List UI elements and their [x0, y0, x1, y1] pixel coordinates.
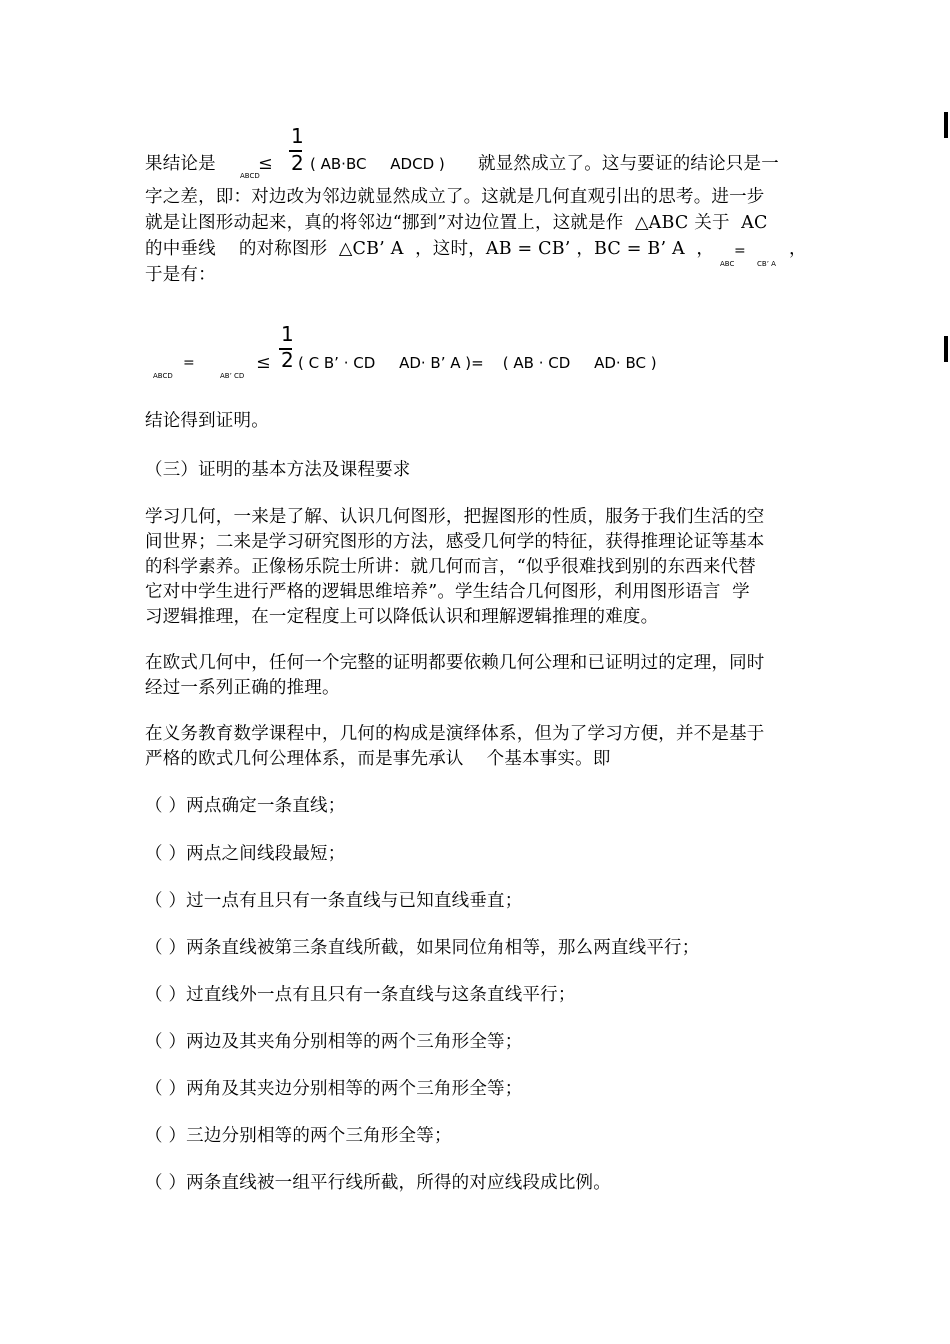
- list-item: （ ）两角及其夹边分别相等的两个三角形全等；: [145, 1079, 523, 1099]
- formula-1-denominator: 2: [291, 151, 304, 175]
- paragraph-1-comma: ，: [789, 239, 807, 259]
- paragraph-3-line: 在欧式几何中，任何一个完整的证明都要依赖几何公理和已证明过的定理，同时: [145, 653, 765, 673]
- list-item: （ ）两点之间线段最短；: [145, 844, 346, 864]
- formula-2-numerator: 1: [281, 322, 294, 346]
- list-item: （ ）两点确定一条直线；: [145, 796, 346, 816]
- formula-2-subscript: ABCD: [153, 372, 173, 380]
- paragraph-4-line: 严格的欧式几何公理体系，而是事先承认 个基本事实。即: [145, 749, 611, 769]
- formula-1-subscript: ABCD: [240, 172, 260, 180]
- area-subscript-abc: ABC: [720, 260, 735, 268]
- formula-1-numerator: 1: [291, 124, 304, 148]
- formula-1-expression: ( AB·BC ADCD ): [310, 155, 445, 173]
- paragraph-1-line: 字之差，即：对边改为邻边就显然成立了。这就是几何直观引出的思考。进一步: [145, 187, 765, 207]
- formula-2-leq: ≤: [256, 353, 271, 373]
- paragraph-2-line: 间世界；二来是学习研究图形的方法，感受几何学的特征，获得推理论证等基本: [145, 532, 765, 552]
- section-heading: （三）证明的基本方法及课程要求: [145, 460, 411, 480]
- page-edge-mark: [944, 336, 948, 362]
- formula-2-expression: ( C B’ · CD AD· B’ A )= ( AB · CD AD· BC ): [298, 354, 657, 372]
- paragraph-2-line: 的科学素养。正像杨乐院士所讲：就几何而言，“似乎很难找到别的东西来代替: [145, 557, 756, 577]
- page-edge-mark: [944, 112, 948, 138]
- formula-1-trailing-text: 就显然成立了。这与要证的结论只是一: [478, 154, 779, 174]
- paragraph-2-line: 它对中学生进行严格的逻辑思维培养”。学生结合几何图形，利用图形语言 学: [145, 582, 750, 602]
- paragraph-1-line: 的中垂线 的对称图形 △CB’ A ，这时，AB = CB’ ，BC = B’ A ，: [145, 239, 715, 259]
- paragraph-3-line: 经过一系列正确的推理。: [145, 678, 340, 698]
- conclusion-text: 结论得到证明。: [145, 411, 269, 431]
- area-subscript-cba: CB’ A: [757, 260, 776, 268]
- formula-2-equals: =: [183, 355, 195, 371]
- list-item: （ ）两边及其夹角分别相等的两个三角形全等；: [145, 1032, 523, 1052]
- paragraph-2-line: 学习几何，一来是了解、认识几何图形，把握图形的性质，服务于我们生活的空: [145, 507, 765, 527]
- list-item: （ ）过一点有且只有一条直线与已知直线垂直；: [145, 891, 523, 911]
- formula-1-leq: ≤: [258, 154, 273, 174]
- formula-1-lead-text: 果结论是: [145, 154, 216, 174]
- list-item: （ ）过直线外一点有且只有一条直线与这条直线平行；: [145, 985, 576, 1005]
- list-item: （ ）两条直线被第三条直线所截，如果同位角相等，那么两直线平行；: [145, 938, 700, 958]
- paragraph-4-line: 在义务教育数学课程中，几何的构成是演绎体系，但为了学习方便，并不是基于: [145, 724, 765, 744]
- paragraph-2-line: 习逻辑推理，在一定程度上可以降低认识和理解逻辑推理的难度。: [145, 607, 659, 627]
- formula-2-subscript: AB’ CD: [220, 372, 245, 380]
- list-item: （ ）两条直线被一组平行线所截，所得的对应线段成比例。: [145, 1173, 611, 1193]
- paragraph-1-line: 于是有：: [145, 265, 216, 285]
- list-item: （ ）三边分别相等的两个三角形全等；: [145, 1126, 452, 1146]
- formula-2-denominator: 2: [281, 348, 294, 372]
- equals-sign: =: [734, 243, 746, 259]
- paragraph-1-line: 就是让图形动起来，真的将邻边“挪到”对边位置上，这就是作 △ABC 关于 AC: [145, 213, 768, 233]
